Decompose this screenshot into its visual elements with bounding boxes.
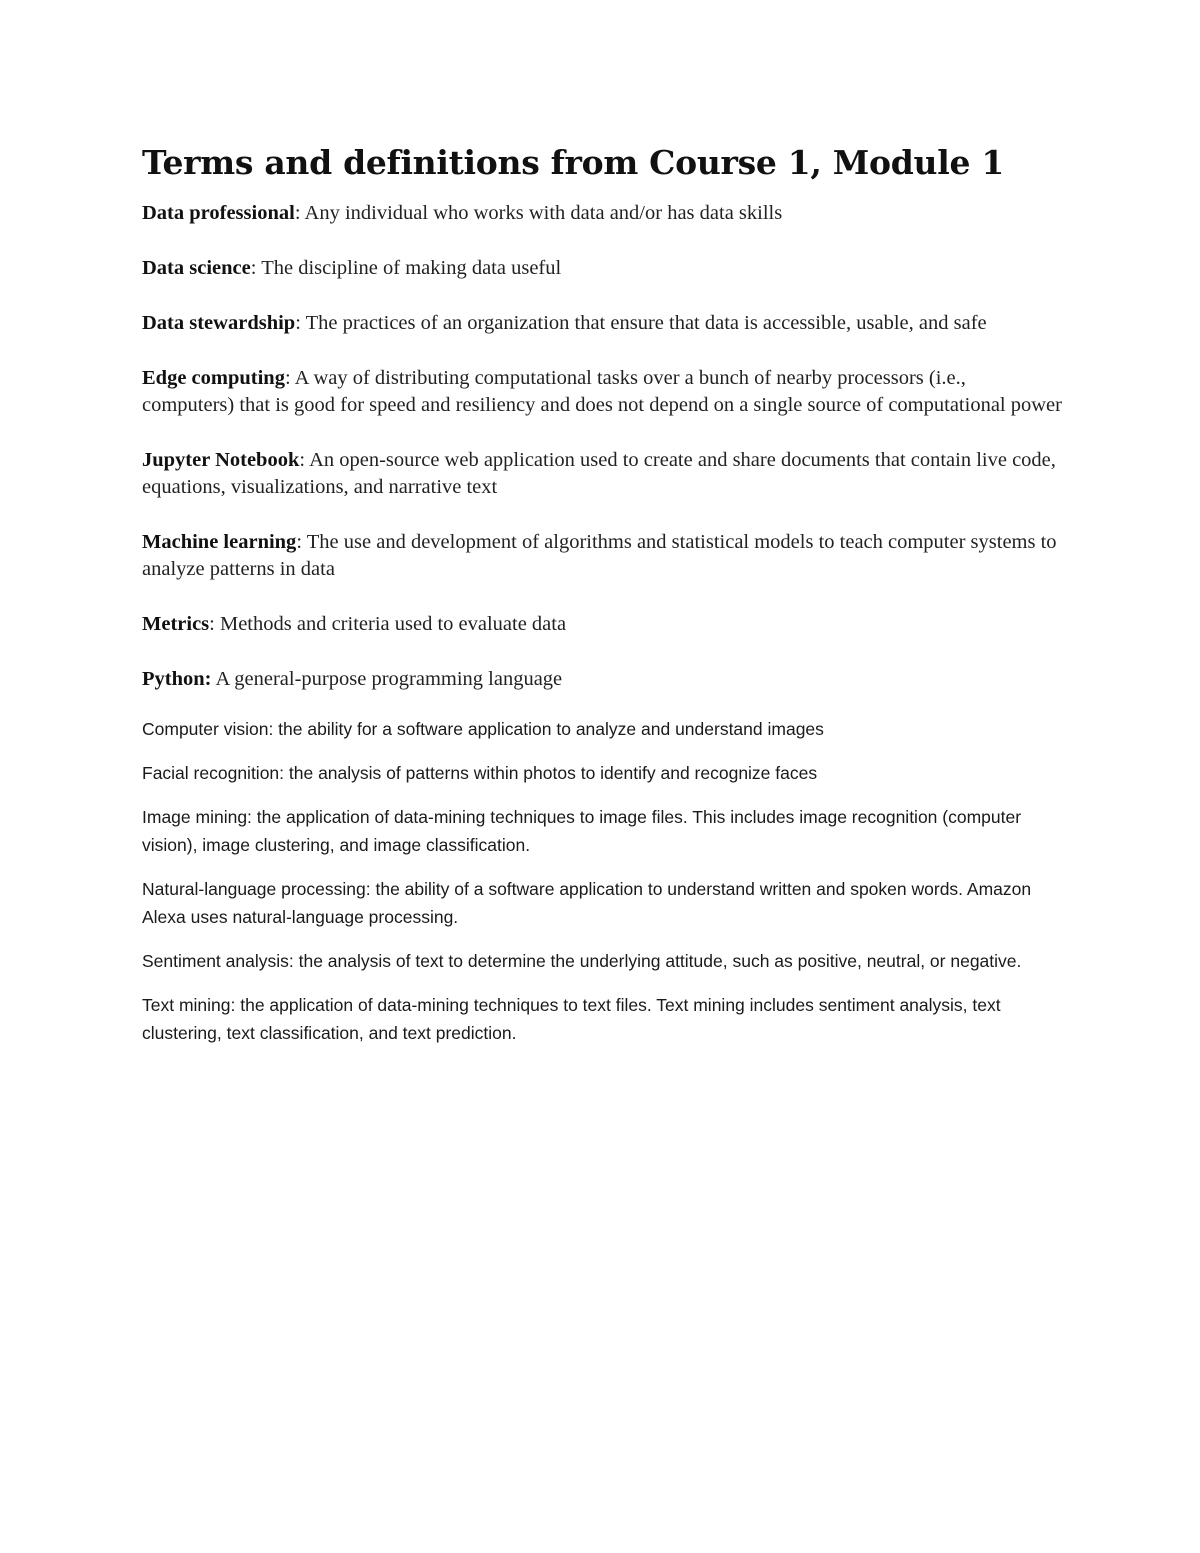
definition-term: Jupyter Notebook bbox=[142, 449, 300, 471]
definition-text: A general-purpose programming language bbox=[211, 668, 563, 690]
definition-paragraph: Sentiment analysis: the analysis of text to determine the underlying attitude, such as positive, neutral, or negative. bbox=[142, 951, 1022, 971]
definition-term: Edge computing bbox=[142, 367, 285, 389]
definition-paragraph: Text mining: the application of data-mining techniques to text files. Text mining includes sentiment analysis, text clustering, text classification, and text prediction. bbox=[142, 995, 1001, 1043]
document-content bbox=[142, 140, 1062, 1063]
definition-entry bbox=[142, 666, 1062, 693]
definition-separator: : bbox=[250, 257, 257, 279]
definition-term: Data science bbox=[142, 257, 251, 279]
definition-term: Data stewardship bbox=[142, 312, 296, 334]
definition-entry bbox=[142, 365, 1062, 419]
definition-paragraph: Facial recognition: the analysis of patterns within photos to identify and recognize faces bbox=[142, 763, 818, 783]
definition-separator: : bbox=[296, 531, 303, 553]
definition-text: Any individual who works with data and/or has data skills bbox=[300, 202, 783, 224]
definition-separator: : bbox=[209, 613, 215, 635]
definition-entry bbox=[142, 255, 1062, 282]
definition-paragraph: Computer vision: the ability for a software application to analyze and understand images bbox=[142, 719, 824, 739]
page-title: Terms and definitions from Course 1, Module 1 bbox=[142, 143, 1004, 182]
definition-text: The discipline of making data useful bbox=[256, 257, 562, 279]
definition-entry bbox=[142, 529, 1062, 583]
definition-text: The practices of an organization that ensure that data is accessible, usable, and safe bbox=[300, 312, 987, 334]
definition-term: Metrics bbox=[142, 613, 210, 635]
definition-separator: : bbox=[299, 449, 306, 471]
definition-term: Machine learning bbox=[142, 531, 297, 553]
definition-entry bbox=[142, 447, 1062, 501]
definition-entry bbox=[142, 200, 1062, 227]
definition-paragraph: Natural-language processing: the ability of a software application to understand written and spoken words. Amazon Alexa uses natural-language processing. bbox=[142, 879, 1032, 927]
definition-separator: : bbox=[294, 202, 301, 224]
definition-entry bbox=[142, 310, 1062, 337]
definition-entry bbox=[142, 611, 1062, 638]
definition-text: A way of distributing computational tasks over a bunch of nearby processors (i.e., computers) that is good for speed and resiliency and does not depend on a single source of computational power bbox=[142, 367, 1062, 416]
definition-text: Methods and criteria used to evaluate data bbox=[214, 613, 567, 635]
definition-paragraph: Image mining: the application of data-mining techniques to image files. This includes image recognition (computer vision), image clustering, and image classification. bbox=[142, 807, 1022, 855]
definition-separator: : bbox=[284, 367, 291, 389]
definition-text: The use and development of algorithms and statistical models to teach computer systems to analyze patterns in data bbox=[142, 531, 1057, 580]
definition-text: An open-source web application used to create and share documents that contain live code, equations, visualizations, and narrative text bbox=[142, 449, 1056, 498]
definition-term: Python: bbox=[142, 668, 212, 690]
definition-separator: : bbox=[295, 312, 301, 334]
definition-term: Data professional bbox=[142, 202, 295, 224]
